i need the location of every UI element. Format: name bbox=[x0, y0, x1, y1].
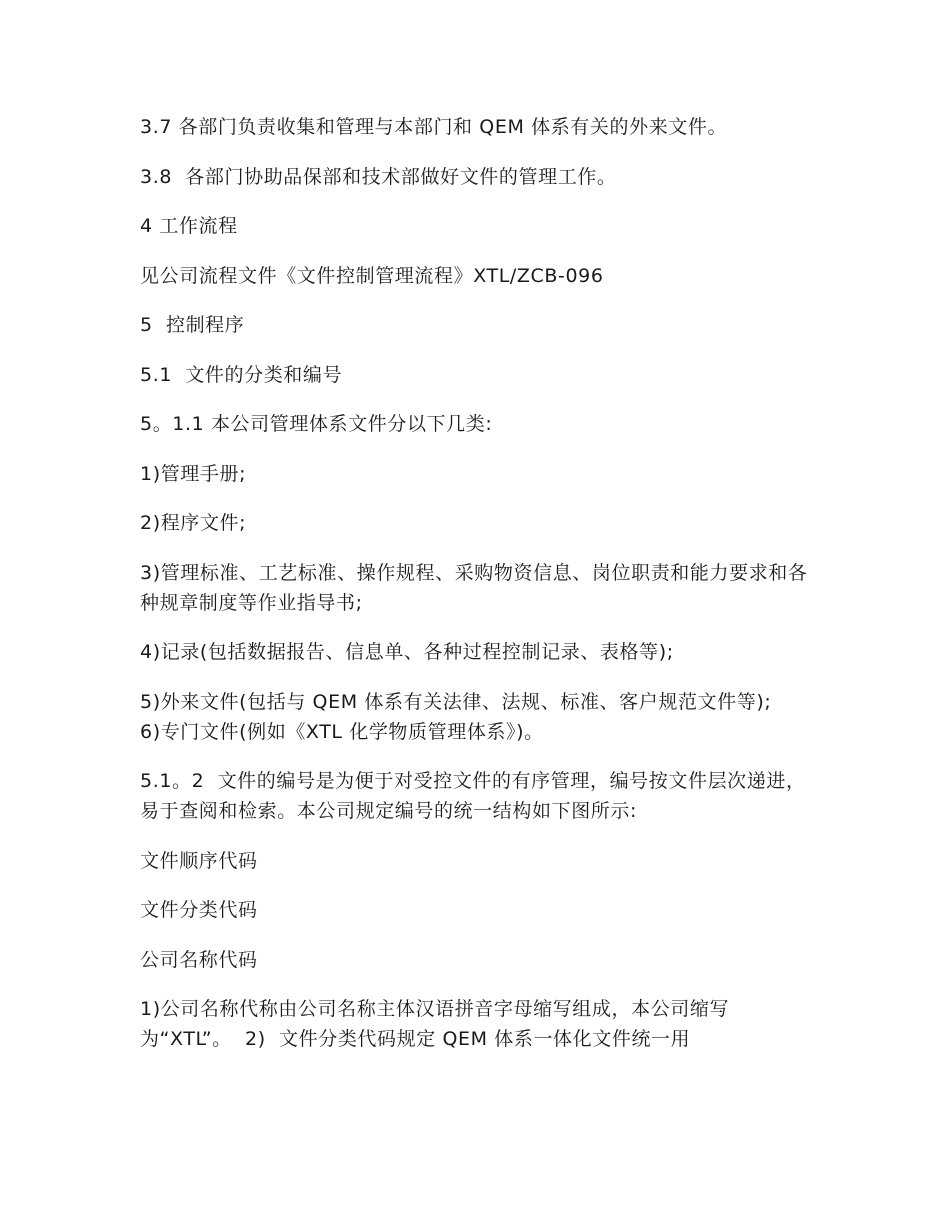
list-item-4: 4)记录(包括数据报告、信息单、各种过程控制记录、表格等); bbox=[140, 641, 674, 663]
heading-workflow: 4 工作流程 bbox=[140, 215, 238, 237]
paragraph-company-code-rule: 1)公司名称代称由公司名称主体汉语拼音字母缩写组成，本公司缩写为“XTL”。 2) 文件分类代码规定 QEM 体系一体化文件统一用 bbox=[140, 998, 730, 1050]
paragraph-flow-reference: 见公司流程文件《文件控制管理流程》XTL/ZCB-096 bbox=[140, 264, 604, 287]
list-item-5: 5)外来文件(包括与 QEM 体系有关法律、法规、标准、客户规范文件等); bbox=[140, 690, 772, 713]
paragraph-5-1-2: 5.1。2 文件的编号是为便于对受控文件的有序管理，编号按文件层次递进，易于查阅和检索。本公司规定编号的统一结构如下图所示: bbox=[140, 770, 806, 822]
paragraph-5-1-1: 5。1.1 本公司管理体系文件分以下几类: bbox=[140, 413, 493, 435]
list-item-6: 6)专门文件(例如《XTL 化学物质管理体系》)。 bbox=[140, 720, 544, 743]
label-category-code: 文件分类代码 bbox=[140, 899, 258, 921]
label-company-code: 公司名称代码 bbox=[140, 948, 258, 971]
paragraph-3-8: 3.8 各部门协助品保部和技术部做好文件的管理工作。 bbox=[140, 165, 617, 188]
list-item-2: 2)程序文件; bbox=[140, 512, 247, 534]
heading-5-1: 5.1 文件的分类和编号 bbox=[140, 363, 343, 386]
label-sequence-code: 文件顺序代码 bbox=[140, 849, 258, 872]
heading-control-procedure: 5 控制程序 bbox=[140, 314, 245, 336]
list-item-3: 3)管理标准、工艺标准、操作规程、采购物资信息、岗位职责和能力要求和各种规章制度等作业指导书; bbox=[140, 561, 808, 614]
list-item-1: 1)管理手册; bbox=[140, 462, 247, 485]
paragraph-3-7: 3.7 各部门负责收集和管理与本部门和 QEM 体系有关的外来文件。 bbox=[140, 116, 728, 138]
document-page bbox=[140, 112, 820, 1074]
